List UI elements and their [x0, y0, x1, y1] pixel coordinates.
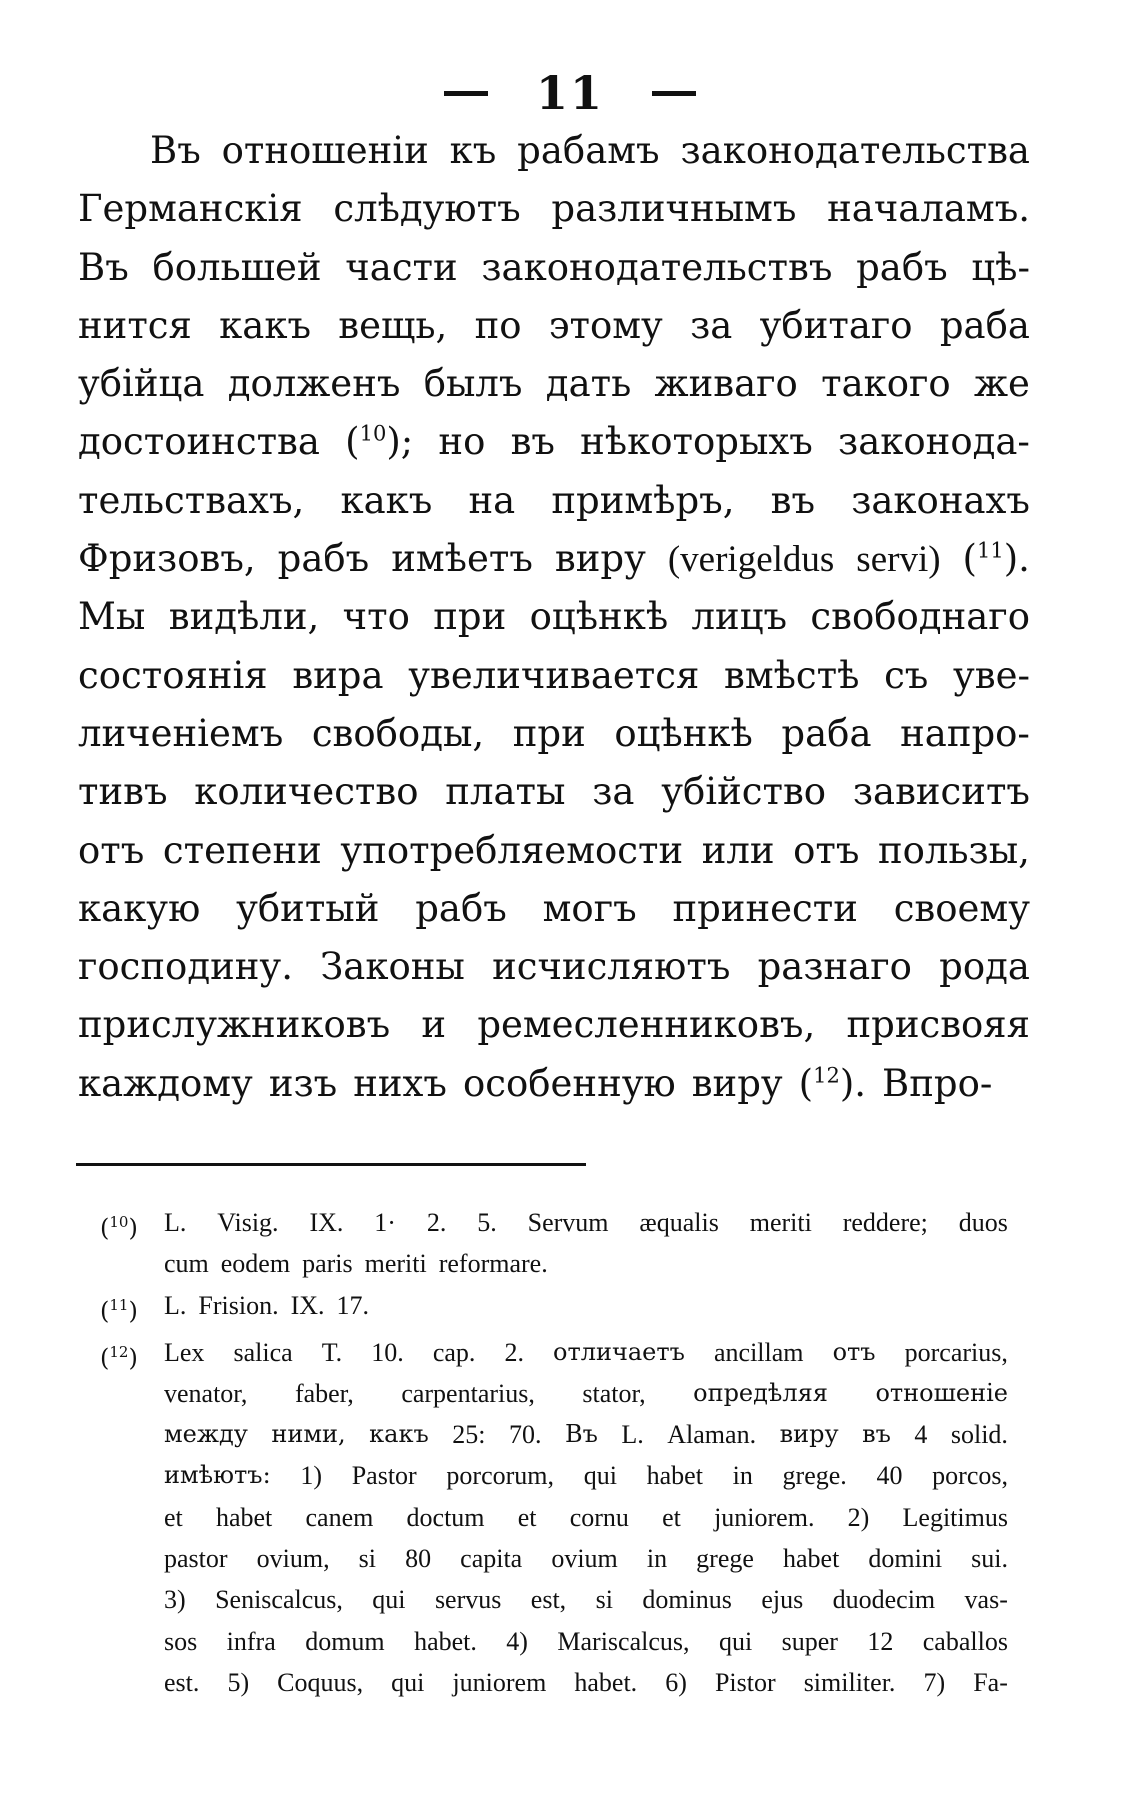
main-text-line: [78, 763, 1030, 821]
word: законахъ: [851, 478, 1030, 522]
word: или: [701, 828, 775, 872]
word: Seniscalcus,: [215, 1585, 343, 1615]
word: тельствахъ,: [78, 478, 305, 522]
word: est.: [164, 1667, 200, 1697]
word: имѣетъ: [391, 537, 533, 581]
word: долженъ: [227, 362, 401, 406]
word: законодательства: [680, 129, 1030, 172]
word: 2): [847, 1502, 870, 1532]
word: личеніемъ: [78, 711, 284, 755]
word: 6): [665, 1667, 687, 1697]
word: ovium: [551, 1544, 618, 1574]
word: оцѣнкѣ: [614, 711, 753, 755]
main-text-line: [78, 530, 1030, 588]
word: eodem: [220, 1249, 291, 1279]
word: какъ: [369, 1420, 429, 1449]
footnote-line: [164, 1497, 1008, 1538]
word: ejus: [761, 1585, 804, 1615]
word: тивъ: [78, 770, 168, 814]
word: 70.: [508, 1420, 542, 1450]
word: juniorem.: [714, 1502, 815, 1532]
word: при: [433, 595, 507, 639]
word: faber,: [294, 1378, 354, 1408]
footnote-body: [164, 1332, 1008, 1704]
word: убитый: [236, 886, 380, 930]
word: infra: [226, 1626, 276, 1656]
main-text-line: [78, 472, 1030, 530]
word: отношеніе: [875, 1378, 1008, 1407]
word: въ: [862, 1420, 891, 1449]
word: убійца: [78, 362, 205, 406]
word: cum: [164, 1249, 209, 1279]
word: слѣдуютъ: [333, 187, 521, 231]
word: къ: [449, 129, 497, 172]
main-text-line: [78, 880, 1030, 938]
word: особенную: [462, 1061, 676, 1105]
word: 7): [923, 1667, 946, 1697]
word: своему: [893, 886, 1030, 930]
word: прислужниковъ: [78, 1003, 391, 1047]
word: carpentarius,: [401, 1378, 535, 1408]
word: былъ: [423, 362, 523, 406]
word: Servum: [527, 1208, 609, 1237]
word: 2.: [426, 1208, 447, 1237]
word: 5): [227, 1667, 250, 1697]
word: отъ: [793, 828, 860, 872]
word: могъ: [542, 886, 637, 930]
word: ancillam: [714, 1337, 804, 1367]
word: нится: [78, 303, 192, 347]
word: въ: [770, 478, 816, 522]
word: цѣ-: [971, 245, 1030, 289]
word: Въ: [564, 1420, 598, 1449]
word: Въ: [78, 245, 129, 289]
word: 1): [300, 1461, 323, 1491]
word: et: [164, 1502, 183, 1532]
word: et: [662, 1502, 681, 1532]
word: что: [342, 595, 410, 639]
page-number: 11: [535, 66, 604, 120]
word: нѣкоторыхъ: [580, 420, 813, 464]
footnote-ref: 11: [976, 538, 1004, 563]
footnote-line: [164, 1202, 1008, 1243]
word: свободнаго: [810, 595, 1030, 639]
footnote-mark: ($^{10}$): [100, 1213, 138, 1242]
word: 1·: [374, 1208, 396, 1237]
footnotes: [100, 1202, 1008, 1703]
word: рабамъ: [517, 129, 660, 172]
word: et: [517, 1502, 537, 1532]
word: Pistor: [714, 1667, 776, 1697]
word: est,: [530, 1585, 567, 1615]
main-text-line: [78, 239, 1030, 297]
word: въ: [510, 420, 555, 464]
word: paris: [302, 1249, 353, 1279]
word: изъ: [268, 1061, 338, 1105]
word: vas-: [964, 1585, 1008, 1615]
word: отличаетъ: [553, 1337, 685, 1366]
main-text-line: [78, 413, 1030, 471]
word: виру: [779, 1420, 839, 1449]
word: meriti: [749, 1208, 812, 1237]
word: qui: [372, 1585, 406, 1615]
word: убитаго: [759, 303, 913, 347]
word: duodecim: [832, 1585, 936, 1615]
word: рабъ: [277, 537, 370, 581]
word: и: [421, 1003, 447, 1047]
word: вира: [292, 653, 384, 697]
word: лицъ: [691, 595, 788, 639]
word: количество: [194, 770, 419, 814]
main-text-line: [78, 122, 1030, 180]
word: si: [358, 1544, 376, 1574]
word: super: [781, 1626, 838, 1656]
word: cap.: [432, 1337, 476, 1367]
word: sos: [164, 1626, 198, 1656]
main-text-line: [78, 588, 1030, 646]
word: qui: [718, 1626, 753, 1656]
word: между: [164, 1420, 248, 1449]
word: пользы,: [877, 828, 1030, 872]
word: по: [474, 303, 522, 347]
word: Mariscalcus,: [557, 1626, 690, 1656]
word: Frision.: [198, 1290, 279, 1320]
word: 4): [506, 1626, 528, 1656]
word: 40: [876, 1461, 903, 1491]
word: уве-: [953, 653, 1030, 697]
word: ($^{11}$).: [962, 537, 1030, 581]
word: stator,: [582, 1378, 646, 1408]
word: Германскія: [78, 187, 303, 231]
word: степени: [162, 828, 322, 872]
footnote-mark: ($^{12}$): [100, 1342, 138, 1372]
word: 25:: [452, 1420, 486, 1450]
word: части: [345, 245, 458, 289]
word: Pastor: [351, 1461, 417, 1491]
word: съ: [884, 653, 929, 697]
word: similiter.: [803, 1667, 896, 1697]
word: Legitimus: [902, 1502, 1008, 1532]
word: meriti: [364, 1249, 427, 1279]
word: in: [732, 1461, 753, 1491]
word: 4: [914, 1420, 928, 1450]
word: какую: [78, 886, 201, 930]
word: Мы: [78, 595, 146, 639]
word: платы: [445, 770, 566, 814]
word: solid.: [950, 1420, 1008, 1450]
word: на: [468, 478, 516, 522]
word: разнаго: [757, 945, 912, 989]
word: 12: [867, 1626, 894, 1656]
word: раба: [781, 711, 872, 755]
word: оцѣнкѣ: [529, 595, 669, 639]
word: Впро-: [882, 1061, 993, 1105]
word: Фризовъ,: [78, 537, 256, 581]
word: servus: [434, 1585, 502, 1615]
main-text-line: [78, 180, 1030, 238]
word: in: [646, 1544, 668, 1574]
main-text-line: [78, 705, 1030, 763]
main-text-line: [78, 996, 1030, 1054]
word: habet: [646, 1461, 703, 1491]
word: porcos,: [932, 1461, 1008, 1491]
word: habet: [782, 1544, 840, 1574]
word: caballos: [922, 1626, 1008, 1656]
word: увеличивается: [408, 653, 700, 697]
word: ovium,: [256, 1544, 330, 1574]
word: Fa-: [973, 1667, 1008, 1697]
word: зависитъ: [852, 770, 1030, 814]
footnote-line: [164, 1538, 1008, 1579]
word: pastor: [164, 1544, 228, 1574]
main-text-line: [78, 822, 1030, 880]
word: porcarius,: [904, 1337, 1008, 1367]
word: законода-: [838, 420, 1030, 464]
word: ($^{10}$);: [345, 420, 414, 464]
footnote-ref: 10: [359, 422, 387, 447]
word: достоинства: [78, 420, 320, 464]
footnote-line: [164, 1332, 1008, 1373]
word: L.: [621, 1420, 644, 1450]
main-text: [78, 122, 1030, 1113]
word: рода: [939, 945, 1030, 989]
word: Законы: [320, 945, 465, 989]
word: какъ: [340, 478, 433, 522]
word: qui: [391, 1667, 425, 1697]
word: господину.: [78, 945, 293, 989]
word: отъ: [832, 1337, 876, 1366]
word: habet.: [574, 1667, 638, 1697]
word: свободы,: [311, 711, 485, 755]
word: началамъ.: [827, 187, 1030, 231]
word: дать: [545, 362, 632, 406]
main-text-line: [78, 1055, 1030, 1113]
word: состоянія: [78, 653, 268, 697]
word: рабъ: [856, 245, 948, 289]
footnote-ref: 12: [813, 1063, 840, 1088]
word: cornu: [569, 1502, 629, 1532]
word: habet.: [414, 1626, 477, 1656]
word: за: [592, 770, 635, 814]
word: различнымъ: [551, 187, 797, 231]
footnote-line: [164, 1621, 1008, 1662]
word: 80: [405, 1544, 432, 1574]
word: этому: [548, 303, 663, 347]
word: capita: [460, 1544, 523, 1574]
word: исчисляютъ: [492, 945, 731, 989]
footnote-mark: ($^{11}$): [100, 1295, 138, 1325]
word: si: [595, 1585, 613, 1615]
word: нихъ: [353, 1061, 447, 1105]
word: же: [973, 362, 1030, 406]
word: примѣръ,: [551, 478, 735, 522]
word: 3): [164, 1585, 186, 1615]
word: имѣютъ:: [164, 1461, 271, 1490]
page-header: [0, 62, 1140, 120]
word: 5.: [477, 1208, 497, 1237]
word: напро-: [900, 711, 1030, 755]
word: принести: [672, 886, 858, 930]
main-text-line: [78, 647, 1030, 705]
word: присвояя: [846, 1003, 1030, 1047]
main-text-line: [78, 355, 1030, 413]
word: убійство: [661, 770, 827, 814]
word: Visig.: [217, 1208, 279, 1237]
word: (verigeldus: [667, 539, 835, 581]
word: æqualis: [639, 1208, 719, 1237]
word: каждому: [78, 1061, 253, 1105]
footnote-line: [164, 1579, 1008, 1620]
word: большей: [152, 245, 322, 289]
word: canem: [305, 1502, 374, 1532]
word: отъ: [78, 828, 145, 872]
word: ними,: [271, 1420, 346, 1449]
footnote-line: [164, 1414, 1008, 1455]
word: Lex: [164, 1337, 205, 1367]
word: такого: [821, 362, 951, 406]
footnote-line: [164, 1373, 1008, 1414]
word: reformare.: [438, 1249, 548, 1279]
word: L.: [164, 1290, 187, 1320]
word: salica: [233, 1337, 293, 1367]
word: виру: [554, 537, 646, 581]
header-dash-left: [444, 91, 488, 96]
footnote: [100, 1285, 1008, 1332]
word: ремесленниковъ,: [477, 1003, 816, 1047]
word: doctum: [406, 1502, 485, 1532]
footnote-line: [164, 1455, 1008, 1496]
word: Alaman.: [667, 1420, 757, 1450]
word: Coquus,: [277, 1667, 364, 1697]
word: раба: [939, 303, 1030, 347]
word: juniorem: [452, 1667, 547, 1697]
word: IX.: [290, 1290, 325, 1320]
word: но: [438, 420, 486, 464]
word: видѣли,: [168, 595, 320, 639]
word: T.: [321, 1337, 343, 1367]
word: какъ: [219, 303, 311, 347]
word: 10.: [371, 1337, 404, 1367]
footnote-body: [164, 1285, 1008, 1326]
word: reddere;: [842, 1208, 928, 1237]
word: venator,: [164, 1378, 248, 1408]
word: domum: [305, 1626, 385, 1656]
word: законодательствъ: [481, 245, 833, 289]
footnote-body: [164, 1202, 1008, 1285]
word: servi): [856, 539, 941, 581]
footnote-line: [164, 1285, 1008, 1326]
word: вмѣстѣ: [723, 653, 860, 697]
footnote-line: [164, 1243, 1008, 1284]
word: за: [690, 303, 733, 347]
word: рабъ: [415, 886, 507, 930]
main-text-line: [78, 938, 1030, 996]
word: 2.: [504, 1337, 524, 1367]
word: Въ: [150, 129, 201, 172]
word: duos: [958, 1208, 1008, 1237]
word: grege.: [782, 1461, 847, 1491]
footnote-separator: [76, 1163, 586, 1166]
word: sui.: [971, 1544, 1008, 1574]
word: porcorum,: [446, 1461, 554, 1491]
word: опредѣляя: [693, 1378, 828, 1407]
footnote: [100, 1332, 1008, 1704]
word: при: [512, 711, 586, 755]
word: dominus: [642, 1585, 732, 1615]
word: ($^{12}$).: [798, 1061, 867, 1105]
word: IX.: [309, 1208, 344, 1237]
word: живаго: [654, 362, 798, 406]
word: qui: [583, 1461, 617, 1491]
footnote: [100, 1202, 1008, 1285]
word: отношеніи: [221, 129, 429, 172]
footnote-line: [164, 1662, 1008, 1703]
word: употребляемости: [340, 828, 684, 872]
header-dash-right: [652, 91, 696, 96]
main-text-line: [78, 297, 1030, 355]
word: domini: [868, 1544, 943, 1574]
word: grege: [696, 1544, 754, 1574]
word: habet: [215, 1502, 273, 1532]
word: виру: [691, 1061, 783, 1105]
word: вещь,: [338, 303, 448, 347]
word: 17.: [336, 1290, 370, 1320]
word: L.: [164, 1208, 187, 1237]
